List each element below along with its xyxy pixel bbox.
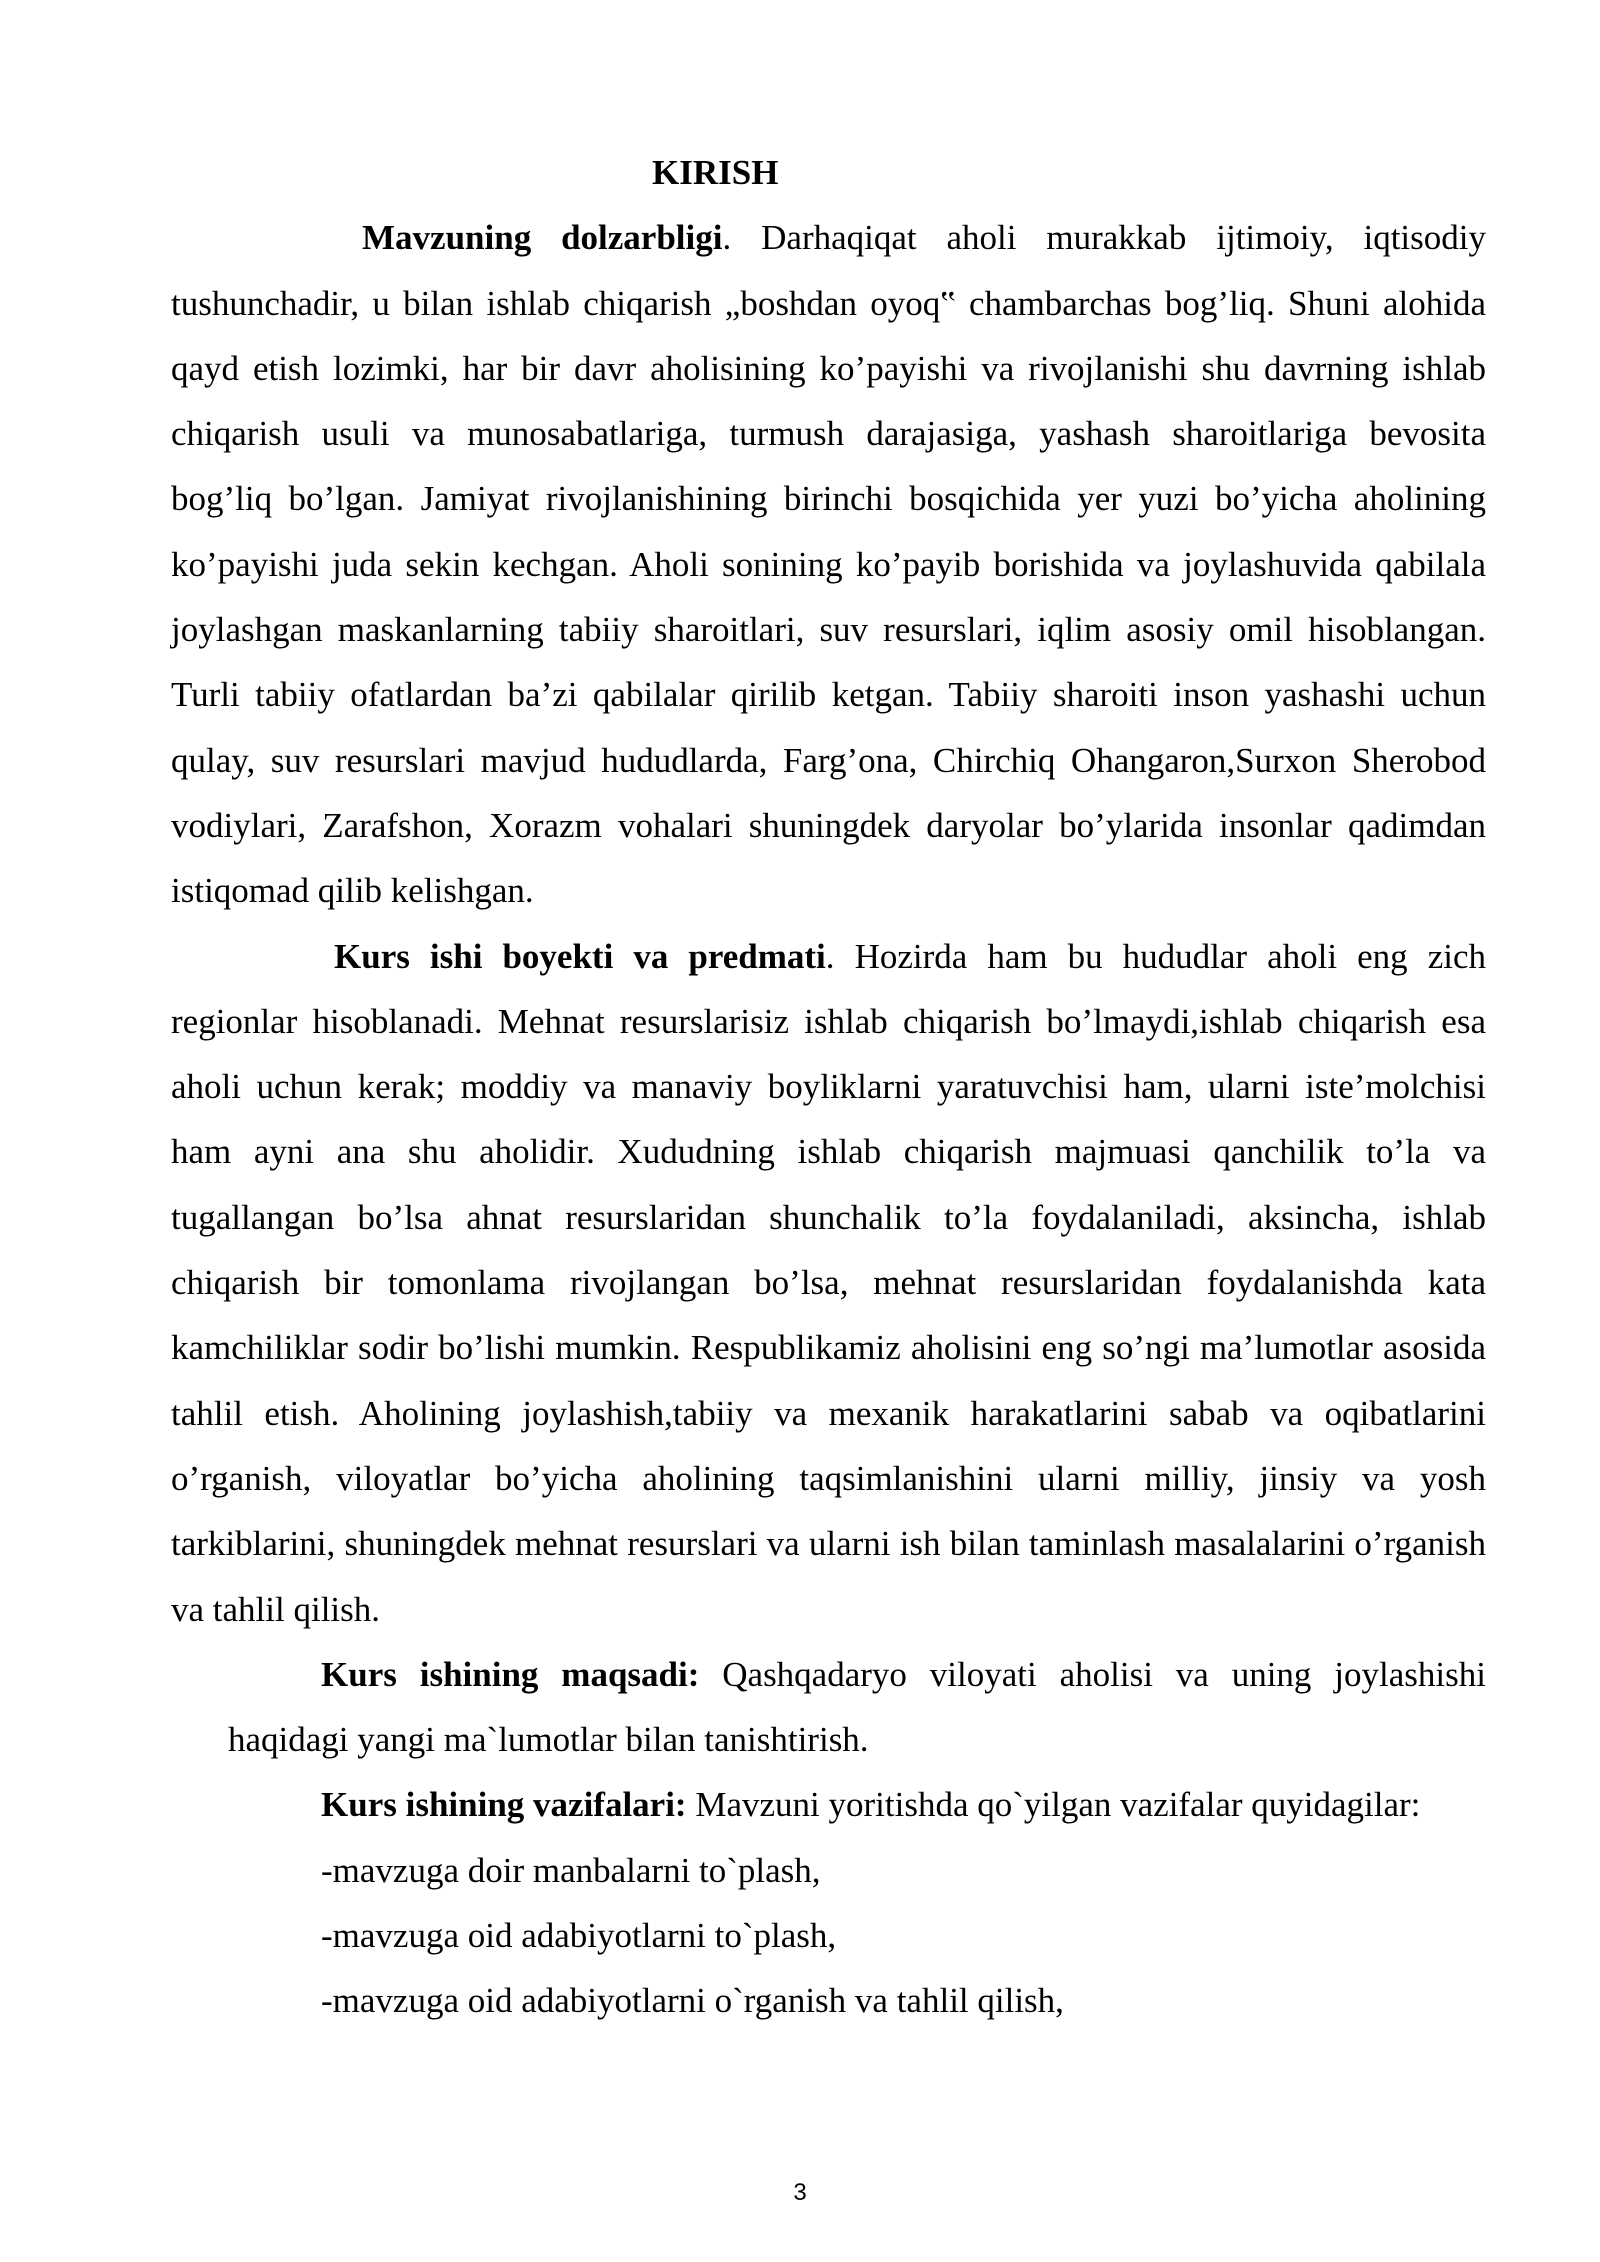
paragraph-tasks bbox=[228, 1772, 1486, 1837]
paragraph-goal-text: Qashqadaryo viloyati aholisi va uning joylashishi haqidagi yangi ma`lumotlar bilan tanishtirish. bbox=[228, 1654, 1486, 1760]
paragraph-object-text: . Hozirda ham bu hududlar aholi eng zich regionlar hisoblanadi. Mehnat resurslarisiz ishlab chiqarish bo’lmaydi,ishlab chiqarish esa aholi uchun kerak; moddiy va manaviy boyliklarni yaratuvchisi ham, ularni iste’molchisi ham ayni ana shu aholidir. Xududning ishlab chiqarish majmuasi qanchilik to’la va tugallangan bo’lsa ahnat resurslaridan shunchalik to’la foydalaniladi, aksincha, ishlab chiqarish bir tomonlama rivojlangan bo’lsa, mehnat resurslaridan foydalanishda kata kamchiliklar sodir bo’lishi mumkin. Respublikamiz aholisini eng so’ngi ma’lumotlar asosida tahlil etish. Aholining joylashish,tabiiy va mexanik harakatlarini sabab va oqibatlarini o’rganish, viloyatlar bo’yicha aholining taqsimlanishini ularni milliy, jinsiy va yosh tarkiblarini, shuningdek mehnat resurslari va ularni ish bilan taminlash masalalarini o’rganish va tahlil qilish. bbox=[171, 936, 1486, 1629]
paragraph-goal bbox=[228, 1642, 1486, 1773]
paragraph-object bbox=[171, 924, 1486, 1642]
task-list-item: -mavzuga oid adabiyotlarni o`rganish va tahlil qilish, bbox=[321, 1981, 1064, 2021]
section-title: KIRISH bbox=[652, 153, 779, 192]
paragraph-relevance bbox=[171, 205, 1486, 923]
page-number: 3 bbox=[793, 2179, 807, 2206]
task-list-item: -mavzuga doir manbalarni to`plash, bbox=[321, 1850, 821, 1890]
task-list-item: -mavzuga oid adabiyotlarni to`plash, bbox=[321, 1916, 837, 1956]
paragraph-tasks-lead: Kurs ishining vazifalari: bbox=[321, 1785, 687, 1825]
paragraph-relevance-lead: Mavzuning dolzarbligi bbox=[362, 218, 723, 258]
page-content bbox=[171, 140, 1486, 2034]
paragraph-relevance-text: . Darhaqiqat aholi murakkab ijtimoiy, iqtisodiy tushunchadir, u bilan ishlab chiqarish „boshdan oyoq‟ chambarchas bog’liq. Shuni alohida qayd etish lozimki, har bir davr aholisining ko’payishi va rivojlanishi shu davrning ishlab chiqarish usuli va munosabatlariga, turmush darajasiga, yashash sharoitlariga bevosita bog’liq bo’lgan. Jamiyat rivojlanishining birinchi bosqichida yer yuzi bo’yicha aholining ko’payishi juda sekin kechgan. Aholi sonining ko’payib borishida va joylashuvida qabilala joylashgan maskanlarning tabiiy sharoitlari, suv resurslari, iqlim asosiy omil hisoblangan. Turli tabiiy ofatlardan ba’zi qabilalar qirilib ketgan. Tabiiy sharoiti inson yashashi uchun qulay, suv resurslari mavjud hududlarda, Farg’ona, Chirchiq Ohangaron,Surxon Sherobod vodiylari, Zarafshon, Xorazm vohalari shuningdek daryolar bo’ylarida insonlar qadimdan istiqomad qilib kelishgan. bbox=[171, 218, 1486, 911]
paragraph-tasks-text: Mavzuni yoritishda qo`yilgan vazifalar quyidagilar: bbox=[686, 1785, 1421, 1825]
paragraph-object-lead: Kurs ishi boyekti va predmati bbox=[334, 936, 826, 976]
paragraph-goal-lead: Kurs ishining maqsadi: bbox=[321, 1654, 700, 1694]
